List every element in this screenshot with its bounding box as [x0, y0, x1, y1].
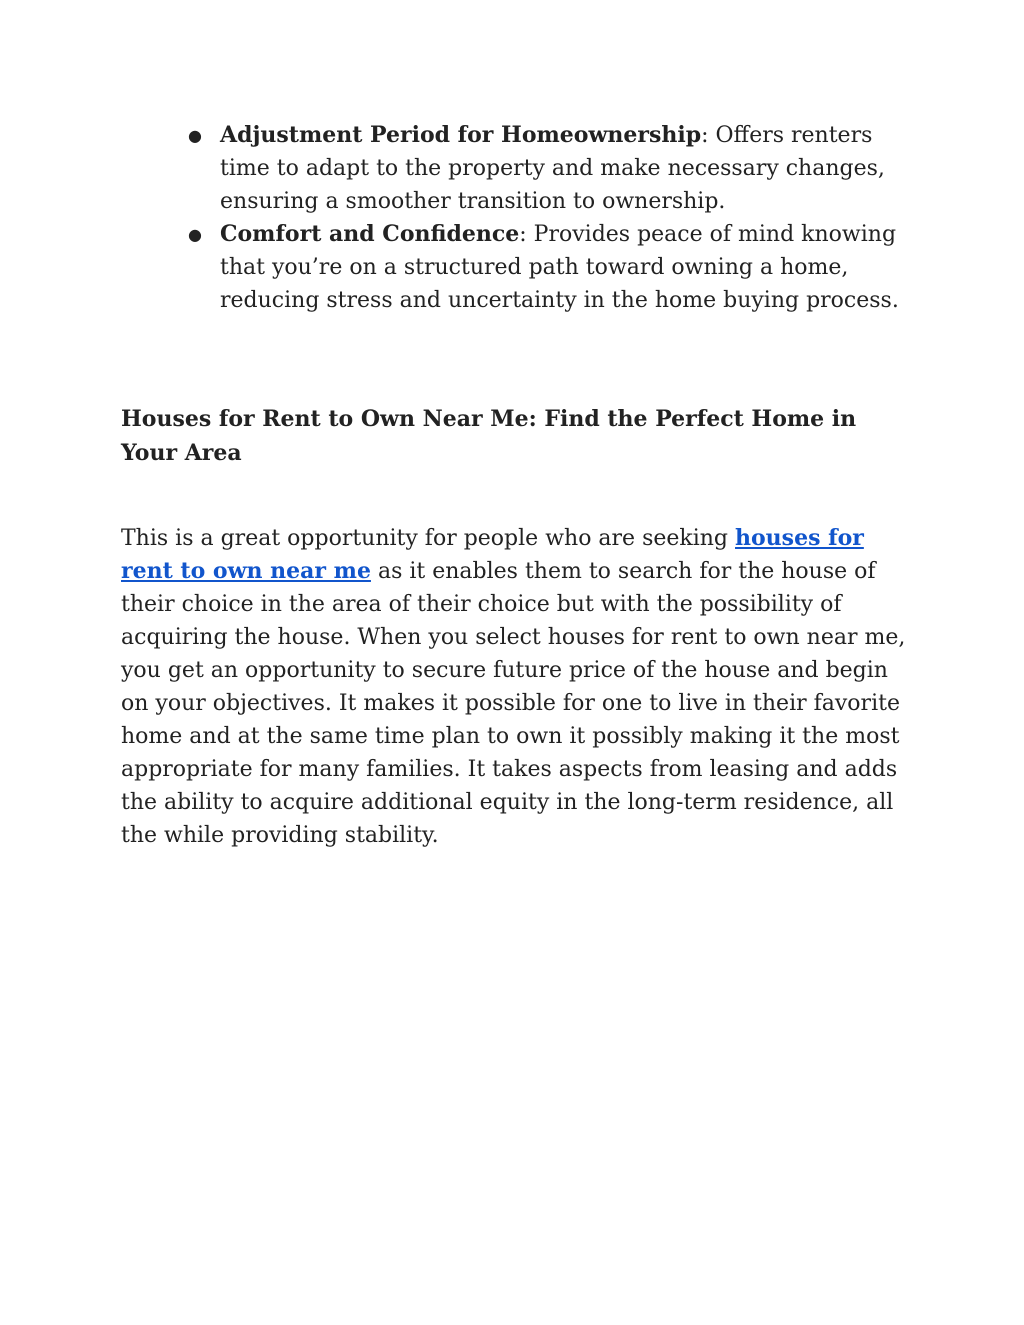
section-heading: Houses for Rent to Own Near Me: Find the Perfect Home in Your Area	[121, 406, 857, 466]
bullet-icon: ●	[188, 126, 202, 145]
body-paragraph	[121, 522, 906, 852]
paragraph-text-after-link: as it enables them to search for the house of their choice in the area of their choice but with the possibility of acquiring the house. When you select houses for rent to own near me, you get an opportunity to secure future price of the house and begin on your objectives. It makes it possible for one to live in their favorite home and at the same time plan to own it possibly making it the most appropriate for many families. It takes aspects from leasing and adds the ability to acquire additional equity in the long-term residence, all the while providing stability.	[121, 559, 906, 848]
list-item	[188, 119, 908, 218]
bullet-separator: :	[519, 222, 527, 247]
bullet-term: Adjustment Period for Homeownership	[220, 122, 702, 148]
houses-rent-to-own-link[interactable]: houses for rent to own near me	[121, 525, 864, 584]
bullet-text: Offers renters time to adapt to the property and make necessary changes, ensuring a smoother transition to ownership.	[220, 123, 885, 214]
bullet-text: Provides peace of mind knowing that you’re on a structured path toward owning a home, reducing stress and uncertainty in the home buying process.	[220, 222, 899, 313]
list-item	[188, 218, 908, 317]
paragraph-text-before-link: This is a great opportunity for people who are seeking	[121, 526, 736, 551]
benefits-list	[188, 119, 908, 317]
bullet-term: Comfort and Confidence	[220, 221, 520, 247]
bullet-icon: ●	[188, 225, 202, 244]
bullet-separator: :	[701, 123, 709, 148]
